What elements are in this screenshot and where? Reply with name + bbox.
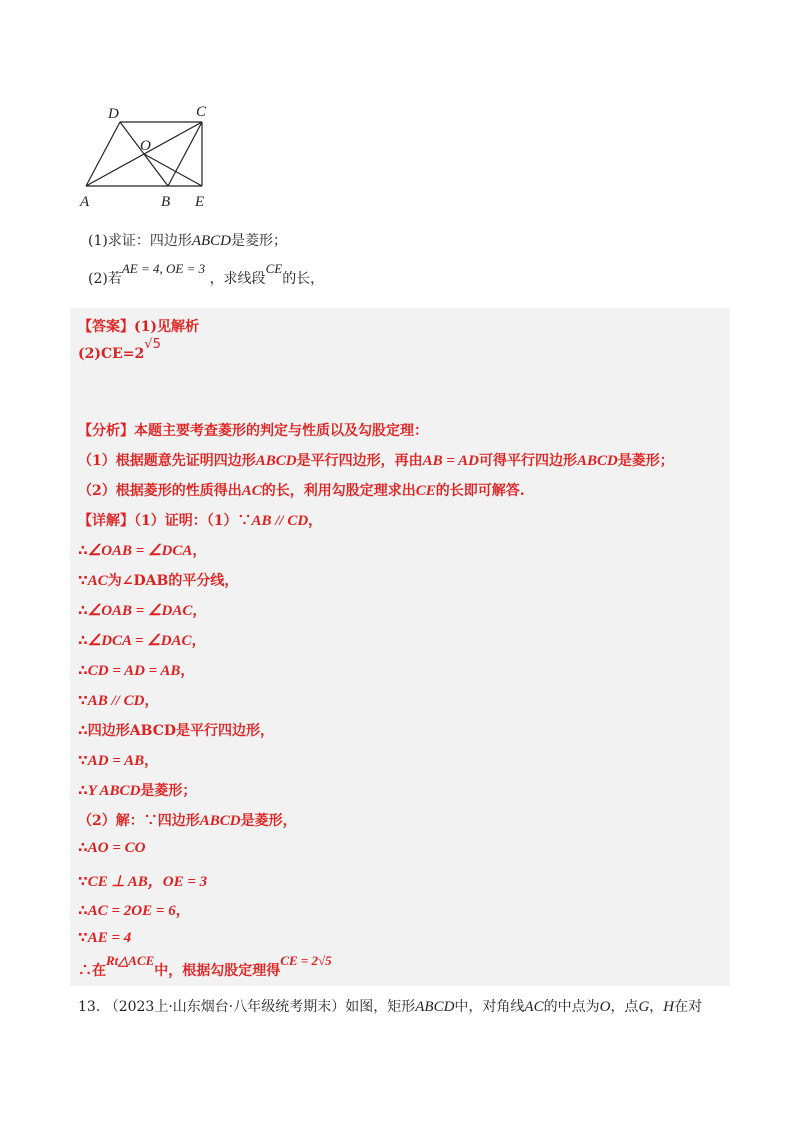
label-c: C: [196, 104, 207, 120]
label-a: A: [80, 194, 90, 210]
detail-head: 【详解】（1）证明：（1）∵AB // CD，: [78, 513, 323, 529]
analysis-step-1: （1）根据题意先证明四边形ABCD是平行四边形，再由AB = AD可得平行四边形ABCD是菱形；: [78, 453, 674, 469]
detail-step: ∴四边形ABCD是平行四边形，: [78, 723, 274, 739]
detail-step: ∵AD = AB，: [78, 753, 159, 769]
detail-step: ∴CD = AD = AB，: [78, 663, 195, 679]
label-e: E: [195, 194, 205, 210]
detail-step: ∴∠OAB = ∠DAC，: [78, 603, 207, 619]
detail-step-2: ∵AE = 4: [78, 930, 132, 946]
detail-step: ∴∠DCA = ∠DAC，: [78, 633, 206, 649]
segment-oe: [144, 154, 202, 186]
answer-box: [70, 308, 730, 986]
answer-part-2: (2)CE=2√5: [78, 337, 161, 362]
detail-step-2: ∴AO = CO: [78, 840, 146, 856]
geometry-figure: [76, 100, 226, 215]
label-d: D: [108, 106, 119, 122]
analysis-step-2: （2）根据菱形的性质得出AC的长，利用勾股定理求出CE的长即可解答.: [78, 483, 525, 499]
answer-line: 【答案】(1)见解析: [78, 319, 199, 335]
question-part-1: (1)求证：四边形ABCD是菱形；: [88, 233, 288, 249]
analysis-line: 【分析】本题主要考查菱形的判定与性质以及勾股定理：: [78, 423, 428, 439]
detail-part-2-head: （2）解：∵四边形ABCD是菱形，: [78, 813, 297, 829]
detail-step-2: ∵CE ⊥ AB，OE = 3: [78, 874, 208, 890]
detail-step-2: ∴AC = 2OE = 6，: [78, 903, 190, 919]
label-o: O: [140, 138, 151, 154]
detail-step: ∵AB // CD，: [78, 693, 159, 709]
detail-step: ∴∠OAB = ∠DCA，: [78, 543, 207, 559]
detail-final: ∴在Rt△ACE中，根据勾股定理得CE = 2√5: [78, 953, 332, 979]
detail-step: ∵AC为∠DAB的平分线，: [78, 573, 239, 589]
question-part-2: (2)若AE = 4, OE = 3 ，求线段CE的长，: [88, 261, 325, 287]
next-question: 13. （2023上·山东烟台·八年级统考期末）如图，矩形ABCD中，对角线AC的中点为O，点G，H在对: [78, 999, 703, 1015]
label-b: B: [161, 194, 171, 210]
detail-step: ∴Y ABCD是菱形；: [78, 783, 197, 799]
